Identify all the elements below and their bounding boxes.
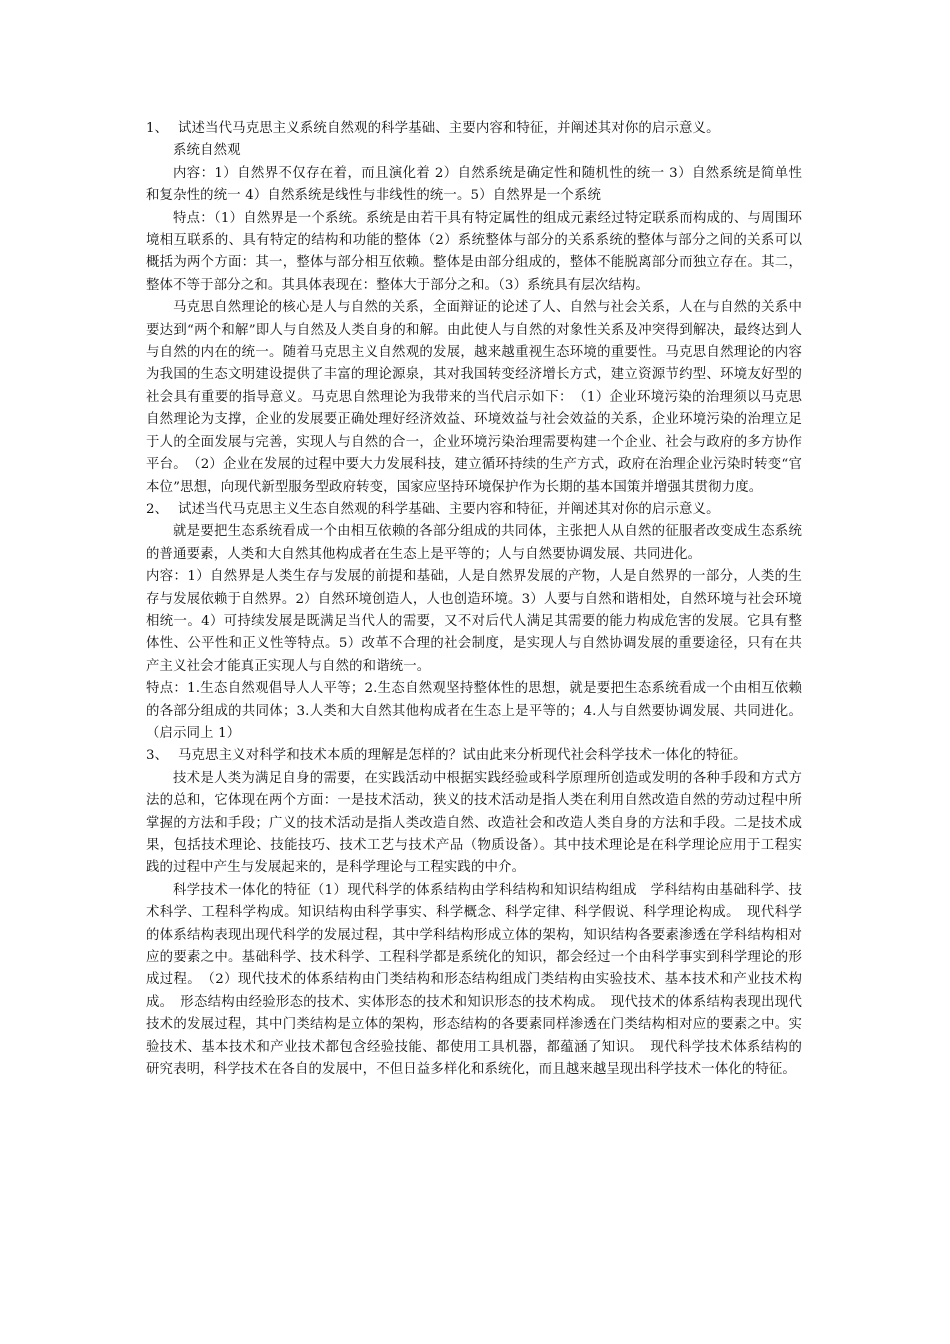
question-2-number: 2、	[146, 501, 169, 517]
question-1-content: 内容：1）自然界不仅存在着，而且演化着 2）自然系统是确定性和随机性的统一 3）自然系统是简单性和复杂性的统一 4）自然系统是线性与非线性的统一。5）自然界是一个系统	[146, 165, 802, 204]
question-2-content: 内容：1）自然界是人类生存与发展的前提和基础，人是自然界发展的产物，人是自然界的一部分，人类的生存与发展依赖于自然界。2）自然环境创造人，人也创造环境。3）人要与自然和谐相处，自然环境与社会环境相统一。4）可持续发展是既满足当代人的需要，又不对后代人满足其需要的能力构成危害的发展。它具有整体性、公平性和正义性等特点。5）改革不合理的社会制度，是实现人与自然协调发展的重要途径，只有在共产主义社会才能真正实现人与自然的和谐统一。	[146, 569, 802, 674]
question-3-number: 3、	[146, 748, 169, 764]
question-2-features: 特点：1.生态自然观倡导人人平等；2.生态自然观坚持整体性的思想，就是要把生态系统看成一个由相互依赖的各部分组成的共同体；3.人类和大自然其他构成者在生态上是平等的；4.人与自然要协调发展、共同进化。（启示同上 1）	[146, 681, 802, 741]
question-2-heading	[146, 499, 802, 521]
question-3-heading	[146, 745, 802, 767]
question-1-features: 特点：（1）自然界是一个系统。系统是由若干具有特定属性的组成元素经过特定联系而构成的、与周围环境相互联系的、具有特定的结构和功能的整体（2）系统整体与部分的关系系统的整体与部分之间的关系可以概括为两个方面：其一，整体与部分相互依赖。整体是由部分组成的，整体不能脱离部分而独立存在。其二，整体不等于部分之和。其具体表现在：整体大于部分之和。（3）系统具有层次结构。	[146, 210, 802, 293]
question-2-text: 试述当代马克思主义生态自然观的科学基础、主要内容和特征，并阐述其对你的启示意义。	[178, 501, 720, 517]
question-1-number: 1、	[146, 121, 169, 136]
question-3-text: 马克思主义对科学和技术本质的理解是怎样的？试由此来分析现代社会科学技术一体化的特征。	[178, 748, 747, 764]
question-1-significance: 马克思自然理论的核心是人与自然的关系，全面辩证的论述了人、自然与社会关系，人在与自然的关系中要达到“两个和解”即人与自然及人类自身的和解。由此使人与自然的对象性关系及冲突得到解决，最终达到人与自然的内在的统一。随着马克思主义自然观的发展，越来越重视生态环境的重要性。马克思自然理论的内容为我国的生态文明建设提供了丰富的理论源泉，其对我国转变经济增长方式，建立资源节约型、环境友好型的社会具有重要的指导意义。马克思自然理论为我带来的当代启示如下： （1）企业环境污染的治理须以马克思自然理论为支撑，企业的发展要正确处理好经济效益、环境效益与社会效益的关系，企业环境污染的治理立足于人的全面发展与完善，实现人与自然的合一，企业环境污染治理需要构建一个企业、社会与政府的多方协作平台。 （2）企业在发展的过程中要大力发展科技，建立循环持续的生产方式，政府在治理企业污染时转变“官本位”思想，向现代新型服务型政府转变，国家应坚持环境保护作为长期的基本国策并增强其贯彻力度。	[146, 300, 802, 495]
question-1-subheading: 系统自然观	[173, 143, 241, 159]
question-3-integration: 科学技术一体化的特征（1）现代科学的体系结构由学科结构和知识结构组成 学科结构由基础科学、技术科学、工程科学构成。知识结构由科学事实、科学概念、科学定律、科学假说、科学理论构成。 现代科学的体系结构表现出现代科学的发展过程，其中学科结构形成立体的架构，知识结构各要素渗透在学科结构相对应的要素之中。基础科学、技术科学、工程科学都是系统化的知识，都会经过一个由科学事实到科学理论的形成过程。 （2）现代技术的体系结构由门类结构和形态结构组成门类结构由实验技术、基本技术和产业技术构成。 形态结构由经验形态的技术、实体形态的技术和知识形态的技术构成。 现代技术的体系结构表现出现代技术的发展过程，其中门类结构是立体的架构，形态结构的各要素同样渗透在门类结构相对应的要素之中。实验技术、基本技术和产业技术都包含经验技能、都使用工具机器，都蕴涵了知识。 现代科学技术体系结构的研究表明，科学技术在各自的发展中，不但日益多样化和系统化，而且越来越呈现出科学技术一体化的特征。	[146, 882, 802, 1078]
question-1-heading	[146, 118, 802, 140]
question-3-technology: 技术是人类为满足自身的需要，在实践活动中根据实践经验或科学原理所创造或发明的各种手段和方式方法的总和，它体现在两个方面：一是技术活动，狭义的技术活动是指人类在利用自然改造自然的劳动过程中所掌握的方法和手段；广义的技术活动是指人类改造自然、改造社会和改造人类自身的方法和手段。二是技术成果，包括技术理论、技能技巧、技术工艺与技术产品（物质设备）。其中技术理论是在科学理论应用于工程实践的过程中产生与发展起来的，是科学理论与工程实践的中介。	[146, 770, 802, 876]
question-2-intro: 就是要把生态系统看成一个由相互依赖的各部分组成的共同体，主张把人从自然的征服者改变成生态系统的普通要素，人类和大自然其他构成者在生态上是平等的；人与自然要协调发展、共同进化。	[146, 524, 802, 562]
question-1-text: 试述当代马克思主义系统自然观的科学基础、主要内容和特征，并阐述其对你的启示意义。	[178, 121, 720, 136]
